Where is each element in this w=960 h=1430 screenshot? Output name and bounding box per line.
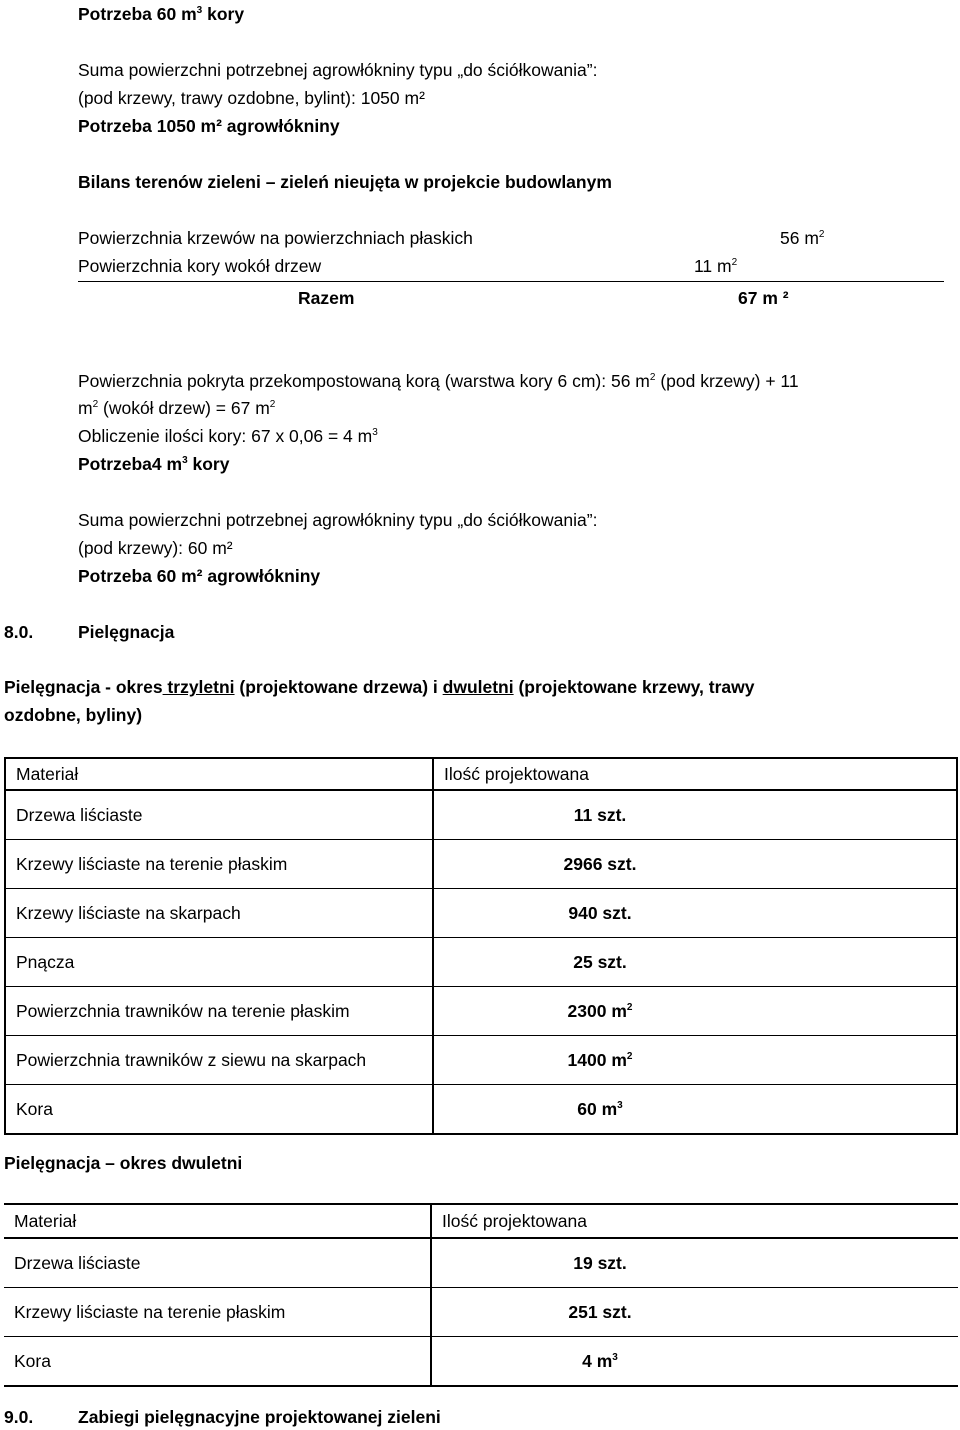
calc-line2-b: (wokół drzew) = 67 m [98,398,270,418]
row-value-text: 1400 m [567,1049,627,1070]
agro-sum-line1: Suma powierzchni potrzebnej agrowłókniny typu „do ściółkowania”: [78,60,598,80]
row-label: Drzewa liściaste [4,1238,431,1288]
balance-row1-value [780,228,824,249]
care-heading-part3: (projektowane drzewa) i [234,677,443,697]
table-row [5,790,957,840]
balance-total-value: 67 m ² [738,288,789,308]
section9-number: 9.0. [4,1407,34,1427]
table-row [5,1085,957,1135]
balance-row2-num: 11 m [694,256,732,276]
agro-need-line: Potrzeba 1050 m² agrowłókniny [78,116,340,136]
row-label: Drzewa liściaste [5,790,433,840]
row-label: Powierzchnia trawników na terenie płaskim [5,987,433,1036]
row-value [433,1036,957,1085]
row-label: Krzewy liściaste na terenie płaskim [5,840,433,889]
header-quantity: Ilość projektowana [433,758,957,790]
bark-need-tail: kory [202,4,245,24]
section8-number: 8.0. [4,622,34,642]
calc-need-line [78,454,229,475]
care-heading-part4: dwuletni [442,677,514,697]
calc-need-a: Potrzeba4 m [78,454,183,474]
calc-agro-need: Potrzeba 60 m² agrowłókniny [78,566,321,586]
row-value-text: 19 szt. [573,1252,627,1273]
row-value-sup: 2 [626,1001,633,1013]
row-value [433,987,957,1036]
bark-need-sup: 3 [196,5,203,17]
row-value [431,1288,958,1337]
table-row [5,938,957,987]
header-quantity: Ilość projektowana [431,1204,958,1238]
table-row [5,840,957,889]
care-heading-part1: Pielęgnacja - okres [4,677,163,697]
calc-line1-b: (pod krzewy) + 11 [655,371,799,391]
table-row [5,987,957,1036]
row-value-sup: 2 [626,1050,633,1062]
table-header-row [5,758,957,790]
care-table-two-year [4,1203,958,1387]
calc-line2 [78,398,275,419]
calc-line3-a: Obliczenie ilości kory: 67 x 0,06 = 4 m [78,426,373,446]
row-value-text: 940 szt. [568,902,632,923]
care-table-three-year [4,757,958,1135]
balance-row1-label: Powierzchnia krzewów na powierzchniach płaskich [78,228,473,248]
row-value [433,840,957,889]
row-label: Krzewy liściaste na terenie płaskim [4,1288,431,1337]
balance-heading: Bilans terenów zieleni – zieleń nieujęta w projekcie budowlanym [78,172,612,192]
care-heading-line2: ozdobne, byliny) [4,705,143,725]
table-row [4,1337,958,1387]
calc-line3-sup: 3 [372,427,378,439]
header-material: Materiał [4,1204,431,1238]
table-row [4,1238,958,1288]
row-label: Kora [5,1085,433,1135]
table-row [4,1288,958,1337]
table-header-row [4,1204,958,1238]
table-row [5,889,957,938]
balance-row1-sup: 2 [818,229,825,241]
balance-total-label: Razem [298,288,355,308]
agro-sum-line2: (pod krzewy, trawy ozdobne, bylint): 1050 m² [78,88,425,108]
row-value-text: 60 m [577,1098,618,1119]
row-value-text: 2966 szt. [563,853,637,874]
row-value [433,889,957,938]
bark-need-text: Potrzeba 60 m [78,4,197,24]
calc-line1-a: Powierzchnia pokryta przekompostowaną korą (warstwa kory 6 cm): 56 m [78,371,650,391]
calc-line1 [78,371,799,392]
row-value [431,1238,958,1288]
balance-row2-sup: 2 [731,257,738,269]
balance-row2-label: Powierzchnia kory wokół drzew [78,256,322,276]
calc-line2-sup1: 2 [92,399,99,411]
care-heading-part5: (projektowane krzewy, trawy [513,677,755,697]
balance-row2-value [694,256,737,277]
row-value-text: 4 m [582,1350,613,1371]
balance-row1-num: 56 m [780,228,819,248]
calc-agro-line1: Suma powierzchni potrzebnej agrowłókniny typu „do ściółkowania”: [78,510,598,530]
table-row [5,1036,957,1085]
row-value-text: 251 szt. [568,1301,632,1322]
row-label: Pnącza [5,938,433,987]
row-value-text: 11 szt. [573,804,627,825]
row-value [433,1085,957,1135]
calc-line3 [78,426,378,447]
row-value-sup: 3 [617,1099,623,1111]
row-label: Kora [4,1337,431,1387]
calc-line2-a: m [78,398,93,418]
section9-title: Zabiegi pielęgnacyjne projektowanej zieleni [78,1407,441,1427]
balance-divider [78,281,944,282]
care-heading-part2: trzyletni [162,677,235,697]
row-value-sup: 3 [612,1351,618,1363]
calc-need-b: kory [187,454,230,474]
calc-line2-sup2: 2 [269,399,276,411]
row-label: Powierzchnia trawników z siewu na skarpach [5,1036,433,1085]
calc-agro-line2: (pod krzewy): 60 m² [78,538,233,558]
row-value [433,938,957,987]
header-material: Materiał [5,758,433,790]
row-value [433,790,957,840]
bark-need-line [78,4,244,25]
row-value-text: 2300 m [567,1000,627,1021]
section8-title: Pielęgnacja [78,622,175,642]
calc-line1-sup: 2 [649,372,656,384]
row-value [431,1337,958,1387]
care-heading-line1 [4,677,754,698]
care2-heading: Pielęgnacja – okres dwuletni [4,1153,243,1173]
row-label: Krzewy liściaste na skarpach [5,889,433,938]
calc-need-sup: 3 [182,455,188,467]
row-value-text: 25 szt. [573,951,627,972]
